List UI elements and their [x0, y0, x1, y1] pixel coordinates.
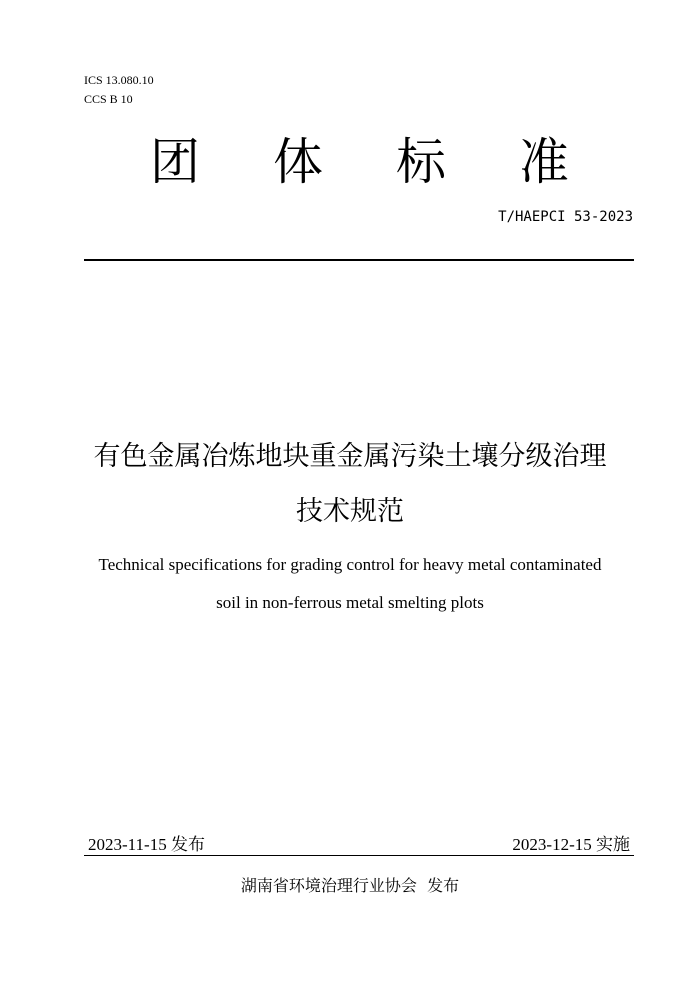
english-title-line-2: soil in non-ferrous metal smelting plots: [216, 593, 484, 612]
header-divider: [84, 259, 634, 261]
ics-code: ICS 13.080.10: [84, 73, 154, 87]
classification-codes: [84, 71, 154, 109]
heading-char-1: 团: [150, 133, 200, 191]
ccs-code: CCS B 10: [84, 92, 133, 106]
implementation-date: 2023-12-15 实施: [512, 835, 630, 854]
english-title-line-1: Technical specifications for grading control for heavy metal contaminated: [98, 555, 602, 574]
release-date: 2023-11-15 发布: [88, 835, 205, 854]
chinese-title-line-1: 有色金属冶炼地块重金属污染土壤分级治理: [93, 441, 607, 472]
publisher: 湖南省环境治理行业协会 发布: [240, 876, 460, 895]
standard-number: T/HAEPCI 53-2023: [498, 209, 633, 225]
heading-char-3: 标: [396, 133, 446, 191]
heading-char-2: 体: [273, 133, 323, 191]
standard-type-heading: [84, 130, 633, 194]
heading-char-4: 准: [519, 133, 569, 191]
chinese-title-line-2: 技术规范: [296, 496, 404, 527]
footer-divider: [84, 855, 634, 856]
